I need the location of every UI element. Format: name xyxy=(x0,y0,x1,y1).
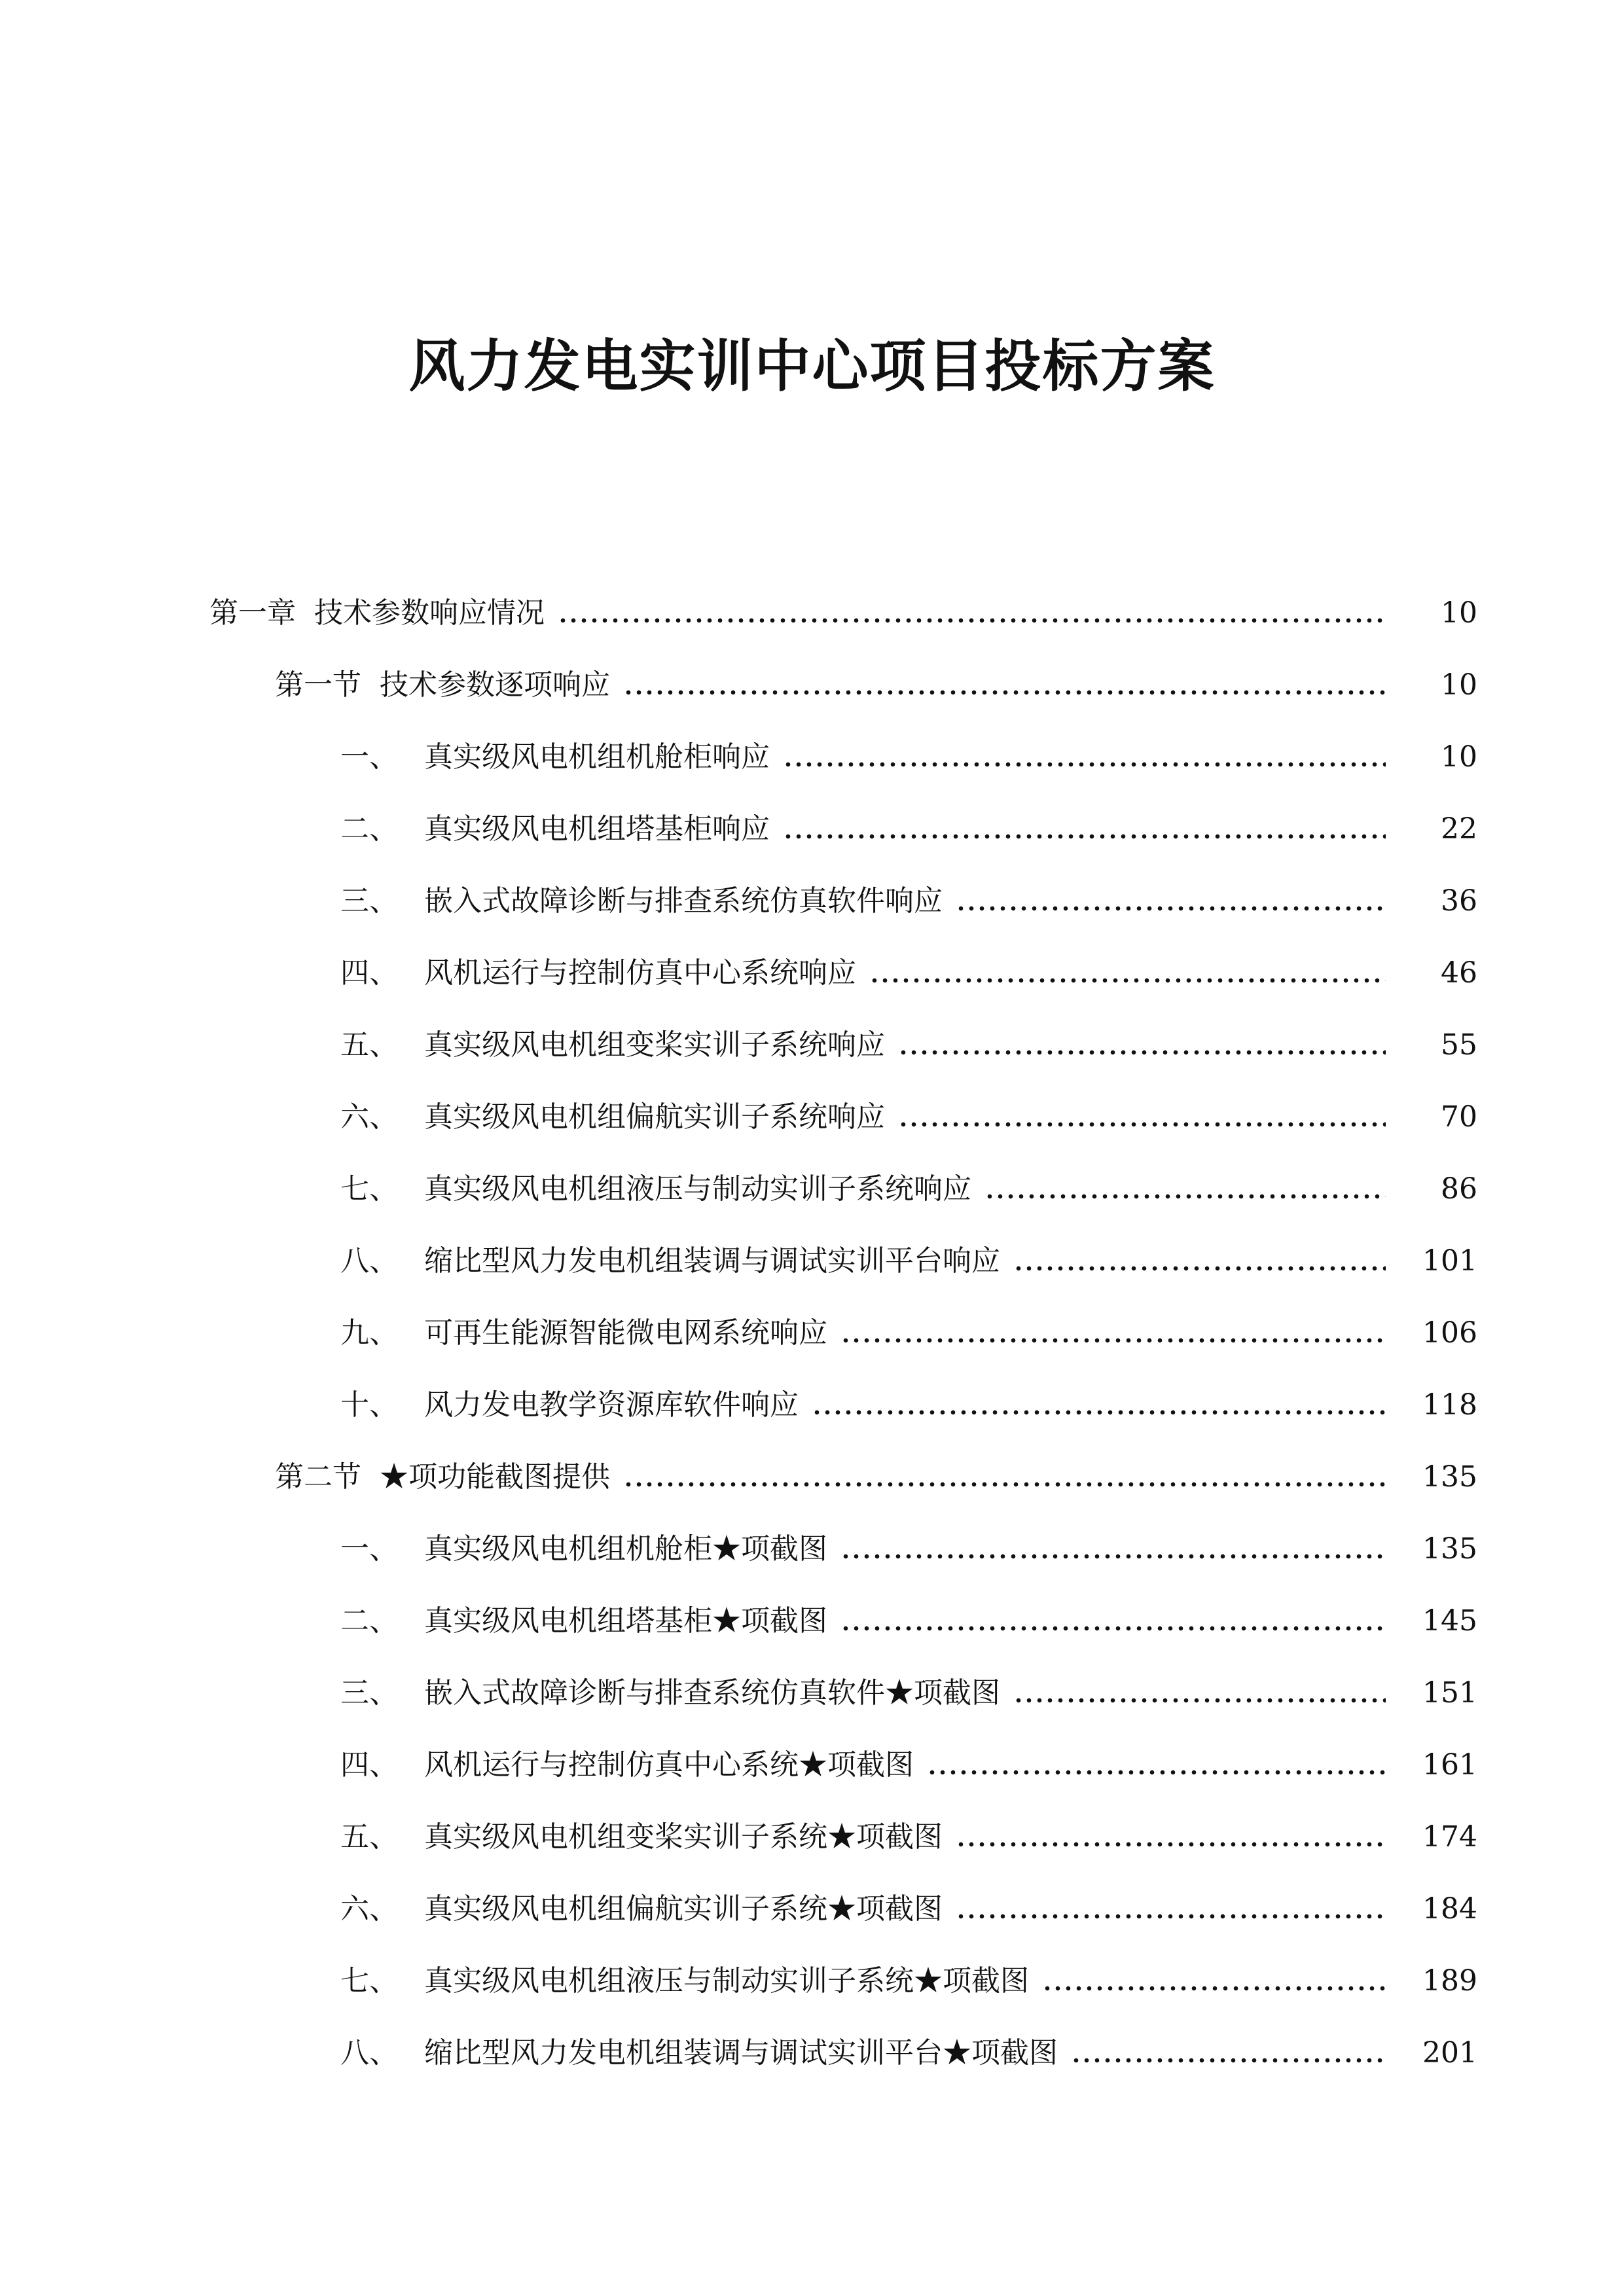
toc-dot-leader xyxy=(840,1626,1386,1631)
toc-entry-number: 八、 xyxy=(340,1244,398,1278)
toc-entry-label: ★项功能截图提供 xyxy=(380,1460,610,1494)
toc-dot-leader xyxy=(1013,1698,1386,1703)
toc-dot-leader xyxy=(840,1338,1386,1343)
toc-dot-leader xyxy=(783,834,1386,839)
toc-entry-item[interactable] xyxy=(0,1945,1624,2017)
toc-entry-page-number: 106 xyxy=(1422,1316,1477,1350)
toc-entry-number: 八、 xyxy=(340,2036,398,2070)
toc-entry-number: 一、 xyxy=(340,740,398,774)
toc-dot-leader xyxy=(812,1410,1386,1415)
toc-dot-leader xyxy=(623,690,1386,695)
toc-entry-number: 六、 xyxy=(340,1892,398,1926)
toc-entry-page-number: 86 xyxy=(1441,1172,1477,1206)
toc-entry-number: 第一节 xyxy=(275,668,361,702)
toc-entry-number: 四、 xyxy=(340,1748,398,1782)
toc-dot-leader xyxy=(927,1770,1386,1775)
toc-entry-page-number: 22 xyxy=(1441,812,1477,846)
toc-entry-page-number: 118 xyxy=(1422,1388,1477,1422)
toc-entry-item[interactable] xyxy=(0,1585,1624,1657)
toc-entry-item[interactable] xyxy=(0,1225,1624,1297)
toc-entry-number: 第二节 xyxy=(275,1460,361,1494)
toc-entry-page-number: 135 xyxy=(1422,1460,1477,1494)
toc-entry-number: 三、 xyxy=(340,1676,398,1710)
toc-entry-item[interactable] xyxy=(0,1369,1624,1441)
toc-entry-label: 真实级风电机组机舱柜★项截图 xyxy=(424,1532,827,1566)
toc-entry-page-number: 46 xyxy=(1441,956,1477,990)
toc-entry-page-number: 189 xyxy=(1422,1964,1477,1998)
toc-entry-page-number: 10 xyxy=(1441,668,1477,702)
toc-entry-page-number: 10 xyxy=(1441,596,1477,630)
toc-entry-number: 七、 xyxy=(340,1964,398,1998)
toc-dot-leader xyxy=(956,906,1386,911)
toc-dot-leader xyxy=(956,1914,1386,1919)
toc-entry-page-number: 201 xyxy=(1422,2036,1477,2070)
toc-entry-label: 风力发电教学资源库软件响应 xyxy=(424,1388,799,1422)
toc-entry-page-number: 135 xyxy=(1422,1532,1477,1566)
toc-dot-leader xyxy=(898,1050,1386,1055)
toc-entry-number: 三、 xyxy=(340,884,398,918)
table-of-contents xyxy=(0,577,1624,2089)
toc-entry-page-number: 101 xyxy=(1422,1244,1477,1278)
toc-entry-item[interactable] xyxy=(0,1873,1624,1945)
toc-entry-label: 风机运行与控制仿真中心系统响应 xyxy=(424,956,856,990)
toc-entry-section-2[interactable] xyxy=(0,1441,1624,1513)
toc-entry-item[interactable] xyxy=(0,2017,1624,2089)
toc-entry-number: 二、 xyxy=(340,1604,398,1638)
toc-entry-section-1[interactable] xyxy=(0,649,1624,721)
toc-dot-leader xyxy=(898,1122,1386,1127)
toc-entry-label: 真实级风电机组液压与制动实训子系统响应 xyxy=(424,1172,971,1206)
toc-entry-item[interactable] xyxy=(0,1297,1624,1369)
toc-dot-leader xyxy=(1071,2058,1386,2063)
toc-entry-number: 七、 xyxy=(340,1172,398,1206)
toc-dot-leader xyxy=(869,978,1386,983)
toc-entry-label: 技术参数响应情况 xyxy=(314,596,545,630)
toc-entry-number: 五、 xyxy=(340,1028,398,1062)
toc-entry-number: 二、 xyxy=(340,812,398,846)
toc-entry-label: 真实级风电机组变桨实训子系统★项截图 xyxy=(424,1820,943,1854)
toc-entry-label: 嵌入式故障诊断与排查系统仿真软件★项截图 xyxy=(424,1676,1000,1710)
toc-entry-label: 真实级风电机组塔基柜★项截图 xyxy=(424,1604,827,1638)
toc-entry-number: 九、 xyxy=(340,1316,398,1350)
toc-entry-label: 真实级风电机组变桨实训子系统响应 xyxy=(424,1028,885,1062)
toc-entry-item[interactable] xyxy=(0,793,1624,865)
toc-entry-label: 真实级风电机组塔基柜响应 xyxy=(424,812,770,846)
toc-dot-leader xyxy=(558,618,1386,623)
toc-entry-page-number: 161 xyxy=(1422,1748,1477,1782)
toc-entry-item[interactable] xyxy=(0,1153,1624,1225)
toc-entry-item[interactable] xyxy=(0,1801,1624,1873)
toc-dot-leader xyxy=(984,1194,1386,1199)
toc-entry-item[interactable] xyxy=(0,721,1624,793)
toc-dot-leader xyxy=(1042,1986,1386,1991)
toc-entry-page-number: 36 xyxy=(1441,884,1477,918)
toc-entry-page-number: 70 xyxy=(1441,1100,1477,1134)
toc-entry-item[interactable] xyxy=(0,1513,1624,1585)
toc-entry-label: 真实级风电机组液压与制动实训子系统★项截图 xyxy=(424,1964,1029,1998)
toc-entry-page-number: 145 xyxy=(1422,1604,1477,1638)
toc-entry-number: 六、 xyxy=(340,1100,398,1134)
document-title: 风力发电实训中心项目投标方案 xyxy=(408,334,1216,399)
toc-dot-leader xyxy=(840,1554,1386,1559)
toc-entry-item[interactable] xyxy=(0,937,1624,1009)
toc-dot-leader xyxy=(1013,1266,1386,1271)
toc-entry-label: 缩比型风力发电机组装调与调试实训平台响应 xyxy=(424,1244,1000,1278)
toc-entry-page-number: 174 xyxy=(1422,1820,1477,1854)
toc-entry-page-number: 151 xyxy=(1422,1676,1477,1710)
toc-entry-label: 真实级风电机组偏航实训子系统★项截图 xyxy=(424,1892,943,1926)
toc-entry-chapter-1[interactable] xyxy=(0,577,1624,649)
toc-entry-label: 嵌入式故障诊断与排查系统仿真软件响应 xyxy=(424,884,943,918)
toc-entry-item[interactable] xyxy=(0,1009,1624,1081)
toc-entry-label: 可再生能源智能微电网系统响应 xyxy=(424,1316,827,1350)
toc-entry-item[interactable] xyxy=(0,865,1624,937)
toc-dot-leader xyxy=(623,1482,1386,1487)
toc-entry-number: 五、 xyxy=(340,1820,398,1854)
toc-entry-item[interactable] xyxy=(0,1729,1624,1801)
toc-dot-leader xyxy=(956,1842,1386,1847)
toc-entry-number: 四、 xyxy=(340,956,398,990)
toc-dot-leader xyxy=(783,762,1386,767)
toc-entry-number: 一、 xyxy=(340,1532,398,1566)
toc-entry-label: 风机运行与控制仿真中心系统★项截图 xyxy=(424,1748,914,1782)
toc-entry-number: 十、 xyxy=(340,1388,398,1422)
toc-entry-number: 第一章 xyxy=(209,596,296,630)
toc-entry-item[interactable] xyxy=(0,1657,1624,1729)
toc-entry-page-number: 10 xyxy=(1441,740,1477,774)
toc-entry-label: 真实级风电机组偏航实训子系统响应 xyxy=(424,1100,885,1134)
toc-entry-label: 技术参数逐项响应 xyxy=(380,668,610,702)
toc-entry-item[interactable] xyxy=(0,1081,1624,1153)
toc-entry-page-number: 55 xyxy=(1441,1028,1477,1062)
toc-entry-label: 缩比型风力发电机组装调与调试实训平台★项截图 xyxy=(424,2036,1058,2070)
toc-entry-label: 真实级风电机组机舱柜响应 xyxy=(424,740,770,774)
toc-entry-page-number: 184 xyxy=(1422,1892,1477,1926)
